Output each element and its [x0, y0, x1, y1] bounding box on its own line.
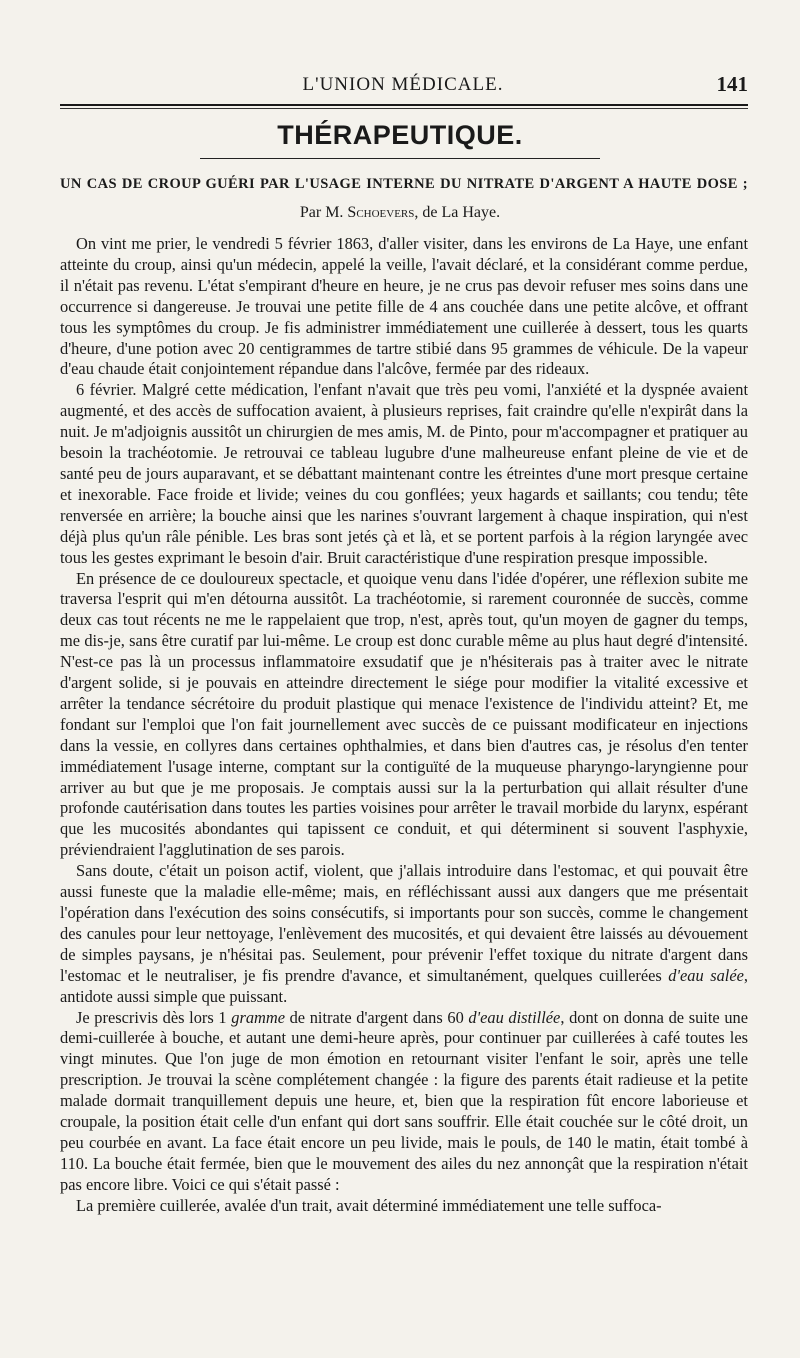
paragraph [60, 861, 748, 1007]
author-line [0, 204, 800, 222]
paragraph-text: de nitrate d'argent dans 60 [284, 1007, 469, 1027]
paragraph-emphasis: d'eau salée [668, 965, 744, 985]
header-rule [60, 104, 748, 106]
section-title: THÉRAPEUTIQUE. [277, 120, 523, 150]
paragraph-emphasis: d'eau distillée [468, 1007, 561, 1027]
article-title: UN CAS DE CROUP GUÉRI PAR L'USAGE INTERNE DU NITRATE D'ARGENT A HAUTE DOSE ; [60, 176, 748, 192]
paragraph-text: , antidote aussi simple que puissant. [60, 965, 748, 1006]
article-body [60, 234, 748, 1217]
paragraph-text: 1 [218, 1007, 232, 1027]
paragraph [60, 380, 748, 568]
paragraph [60, 1008, 748, 1196]
paragraph [60, 234, 748, 380]
paragraph-text: On vint me prier, le vendredi 5 février 1863, d'aller visiter, dans les environs de La Haye, une enfant atteinte du croup, ainsi qu'un médecin, appelé la veille, l'avait déclaré, et la considérant comme perdue, il n'était pas revenu. L'état s'empirant d'heure en heure, je ne crus pas devoir refuser mes soins dans une occurrence si dangereuse. Je trouvai une petite fille de 4 ans couchée dans une petite alcôve, et offrant tous les symptômes du croup. Je fis administrer immédiatement une cuillerée à dessert, tous les quarts d'heure, d'une potion avec 20 centigrammes de tartre stibié dans 95 grammes de véhicule. De la vapeur d'eau chaude était conjointement répandue dans l'alcôve, fermée par des rideaux. [60, 234, 748, 379]
paragraph-emphasis: gramme [231, 1007, 285, 1027]
paragraph [60, 569, 748, 862]
section-title-rule [200, 158, 600, 159]
author-name: Schoevers [347, 204, 415, 221]
paragraph-text: Je prescrivis dès lors [76, 1007, 219, 1027]
paragraph [60, 1196, 748, 1217]
paragraph-text: La première cuillerée, avalée d'un trait, avait déterminé immédiatement une telle suffoca- [76, 1195, 662, 1215]
running-head [58, 72, 748, 102]
running-title: L'UNION MÉDICALE. [302, 74, 504, 95]
author-prefix: Par M. [299, 204, 348, 221]
author-suffix: , de La Haye. [414, 204, 501, 221]
paragraph-text: Sans doute, c'était un poison actif, violent, que j'allais introduire dans l'estomac, et qui pouvait être aussi funeste que la maladie elle-même; mais, en réfléchissant aussi aux dangers que me présentait l'opération dans l'exécution des soins consécutifs, si importants pour son succès, comme le changement des canules pour leur nettoyage, l'enlèvement des mucosités, et qui devaient être laissés au dévouement de simples paysans, je n'hésitai pas. Seulement, pour prévenir l'effet toxique du nitrate d'argent dans l'estomac et le neutraliser, je fis prendre d'avance, et simultanément, quelques cuillerées [60, 861, 748, 985]
paragraph-text: , dont on donna de suite une demi-cuillerée à bouche, et autant une demi-heure après, pour continuer par cuillerées à café toutes les vingt minutes. Que l'on juge de mon émotion en retournant visiter l'enfant le soir, après une telle prescription. Je trouvai la scène complétement changée : la figure des parents était radieuse et la petite malade dormait tranquillement depuis une heure, et, bien que la respiration fût encore laborieuse et croupale, la position était celle d'un enfant qui dort sans souffrir. Elle était couchée sur le côté droit, un peu courbée en avant. La face était encore un peu livide, mais le pouls, de 140 le matin, était tombé à 110. La bouche était fermée, bien que le mouvement des ailes du nez annonçât que la respiration n'était pas encore libre. Voici ce qui s'était passé : [60, 1007, 748, 1194]
header-rule-thin [60, 108, 748, 109]
page-number: 141 [716, 72, 748, 96]
paragraph-text: 6 février. Malgré cette médication, l'enfant n'avait que très peu vomi, l'anxiété et la dyspnée avaient augmenté, et des accès de suffocation avaient, à plusieurs reprises, fait craindre qu'elle n'expirât dans la nuit. Je m'adjoignis aussitôt un chirurgien de mes amis, M. de Pinto, pour m'accompagner et pratiquer au besoin la trachéotomie. Je retrouvai ce tableau lugubre d'une malheureuse enfant pleine de vie et de santé peu de jours auparavant, et se débattant maintenant contre les étreintes d'une mort presque certaine et inexorable. Face froide et livide; veines du cou gonflées; yeux hagards et saillants; cou tendu; tête renversée en arrière; la bouche ainsi que les narines s'ouvrant largement à chaque inspiration, qui n'est déjà plus qu'un râle pénible. Les bras sont jetés çà et là, et se portent parfois à la région laryngée avec tous les gestes exprimant le besoin d'air. Bruit caractéristique d'une respiration presque impossible. [60, 380, 748, 567]
paragraph-text: En présence de ce douloureux spectacle, et quoique venu dans l'idée d'opérer, une réflexion subite me traversa l'esprit qui m'en détourna aussitôt. La trachéotomie, si rarement couronnée de succès, comme deux cas tout récents ne me le rappelaient que trop, n'est, après tout, qu'un moyen de gagner du temps, me dis-je, sans être curatif par lui-même. Le croup est donc curable même au plus haut degré d'intensité. N'est-ce pas là un processus inflammatoire exsudatif que je n'hésiterais pas à traiter avec le nitrate d'argent solide, si je pouvais en atteindre directement le siége pour modifier la vitalité excessive et arrêter la tendance sécrétoire du produit plastique qui menace l'existence de l'individu atteint? Et, me fondant sur l'emploi que l'on fait journellement avec succès de ce puissant modificateur en injections dans la vessie, en collyres dans certaines ophthalmies, et dans bien d'autres cas, je résolus d'en tenter immédiatement l'usage interne, comptant sur la contiguïté de la muqueuse pharyngo-laryngienne pour arriver au but que je me proposais. Je comptais aussi sur la la perturbation qui allait résulter d'une profonde cautérisation dans toutes les parties voisines pour arrêter le travail morbide du larynx, espérant que les mucosités abondantes qui tapissent ce conduit, et qui déterminent si souvent l'asphyxie, préviendraient l'agglutination de ses parois. [60, 568, 748, 860]
